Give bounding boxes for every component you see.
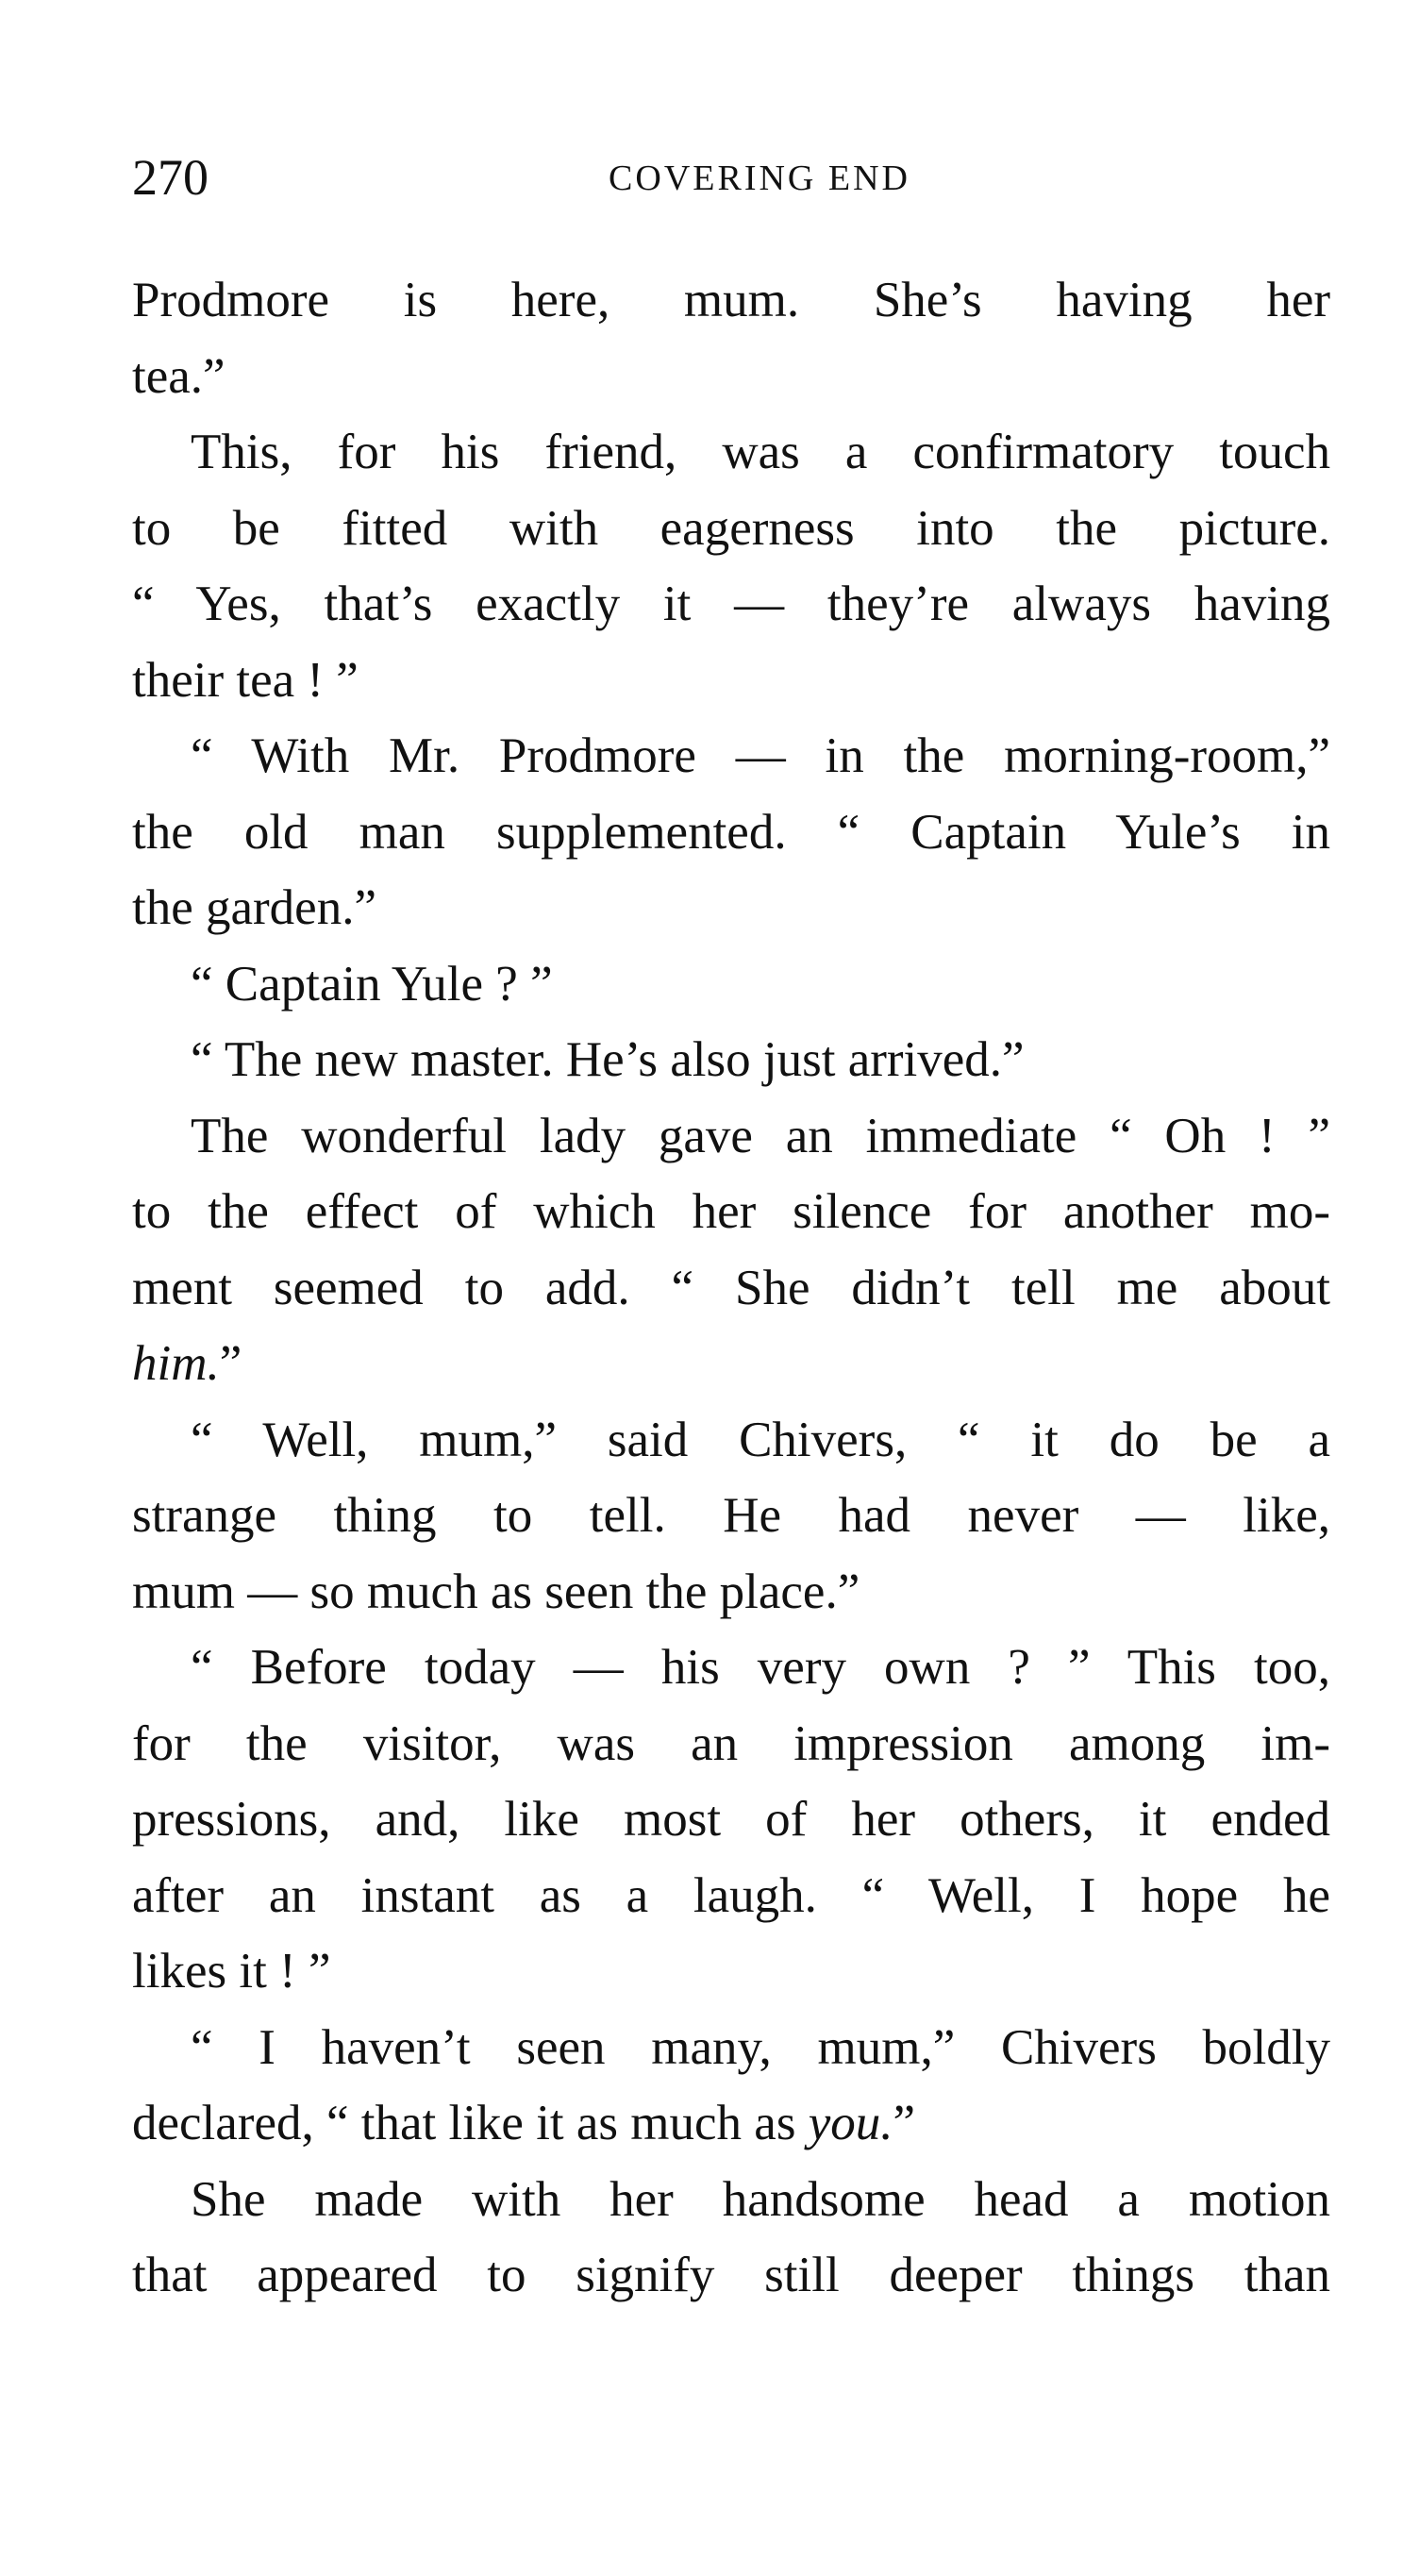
text-line: their tea ! ” (132, 652, 359, 708)
italic-text: him. (132, 1336, 220, 1391)
text-line: the garden.” (132, 880, 376, 935)
text-line: “ With Mr. Prodmore — in the morning-room,” (191, 728, 1330, 783)
running-head (132, 149, 1330, 206)
text-line: to the effect of which her silence for another mo- (132, 1184, 1330, 1239)
text-line: after an instant as a laugh. “ Well, I hope he (132, 1867, 1330, 1923)
text-line: “ Before today — his very own ? ” This too, (191, 1640, 1330, 1695)
text-line: strange thing to tell. He had never — like, (132, 1488, 1330, 1543)
text-line (132, 2085, 1330, 2162)
text-segment: ” (893, 2096, 916, 2150)
body-text (132, 262, 1330, 2314)
running-title: COVERING END (609, 159, 910, 198)
italic-text: you. (808, 2096, 893, 2150)
text-line: tea.” (132, 348, 225, 404)
text-segment: declared, “ that like it as much as (132, 2096, 809, 2150)
text-line: “ Yes, that’s exactly it — they’re always having (132, 577, 1330, 631)
text-line: “ The new master. He’s also just arrived.” (191, 1032, 1025, 1087)
text-line: likes it ! ” (132, 1944, 331, 1999)
text-line: “ I haven’t seen many, mum,” Chivers boldly (191, 2019, 1330, 2075)
text-line: This, for his friend, was a confirmatory touch (191, 425, 1330, 479)
text-line: ment seemed to add. “ She didn’t tell me about (132, 1260, 1330, 1315)
text-line: mum — so much as seen the place.” (132, 1564, 860, 1619)
text-line: “ Captain Yule ? ” (191, 956, 553, 1012)
text-line: Prodmore is here, mum. She’s having her (132, 273, 1330, 327)
text-line: She made with her handsome head a motion (191, 2171, 1330, 2227)
text-line: “ Well, mum,” said Chivers, “ it do be a (191, 1412, 1330, 1467)
text-segment: ” (219, 1336, 242, 1391)
text-line: The wonderful lady gave an immediate “ Oh ! ” (191, 1108, 1330, 1163)
page-number: 270 (132, 149, 209, 206)
text-line (132, 1326, 1330, 1402)
text-line: the old man supplemented. “ Captain Yule’s in (132, 804, 1330, 860)
text-line: for the visitor, was an impression among im- (132, 1715, 1330, 1771)
text-line: to be fitted with eagerness into the picture. (132, 500, 1330, 556)
text-line: pressions, and, like most of her others, it ended (132, 1792, 1330, 1847)
text-line: that appeared to signify still deeper things than (132, 2248, 1330, 2302)
